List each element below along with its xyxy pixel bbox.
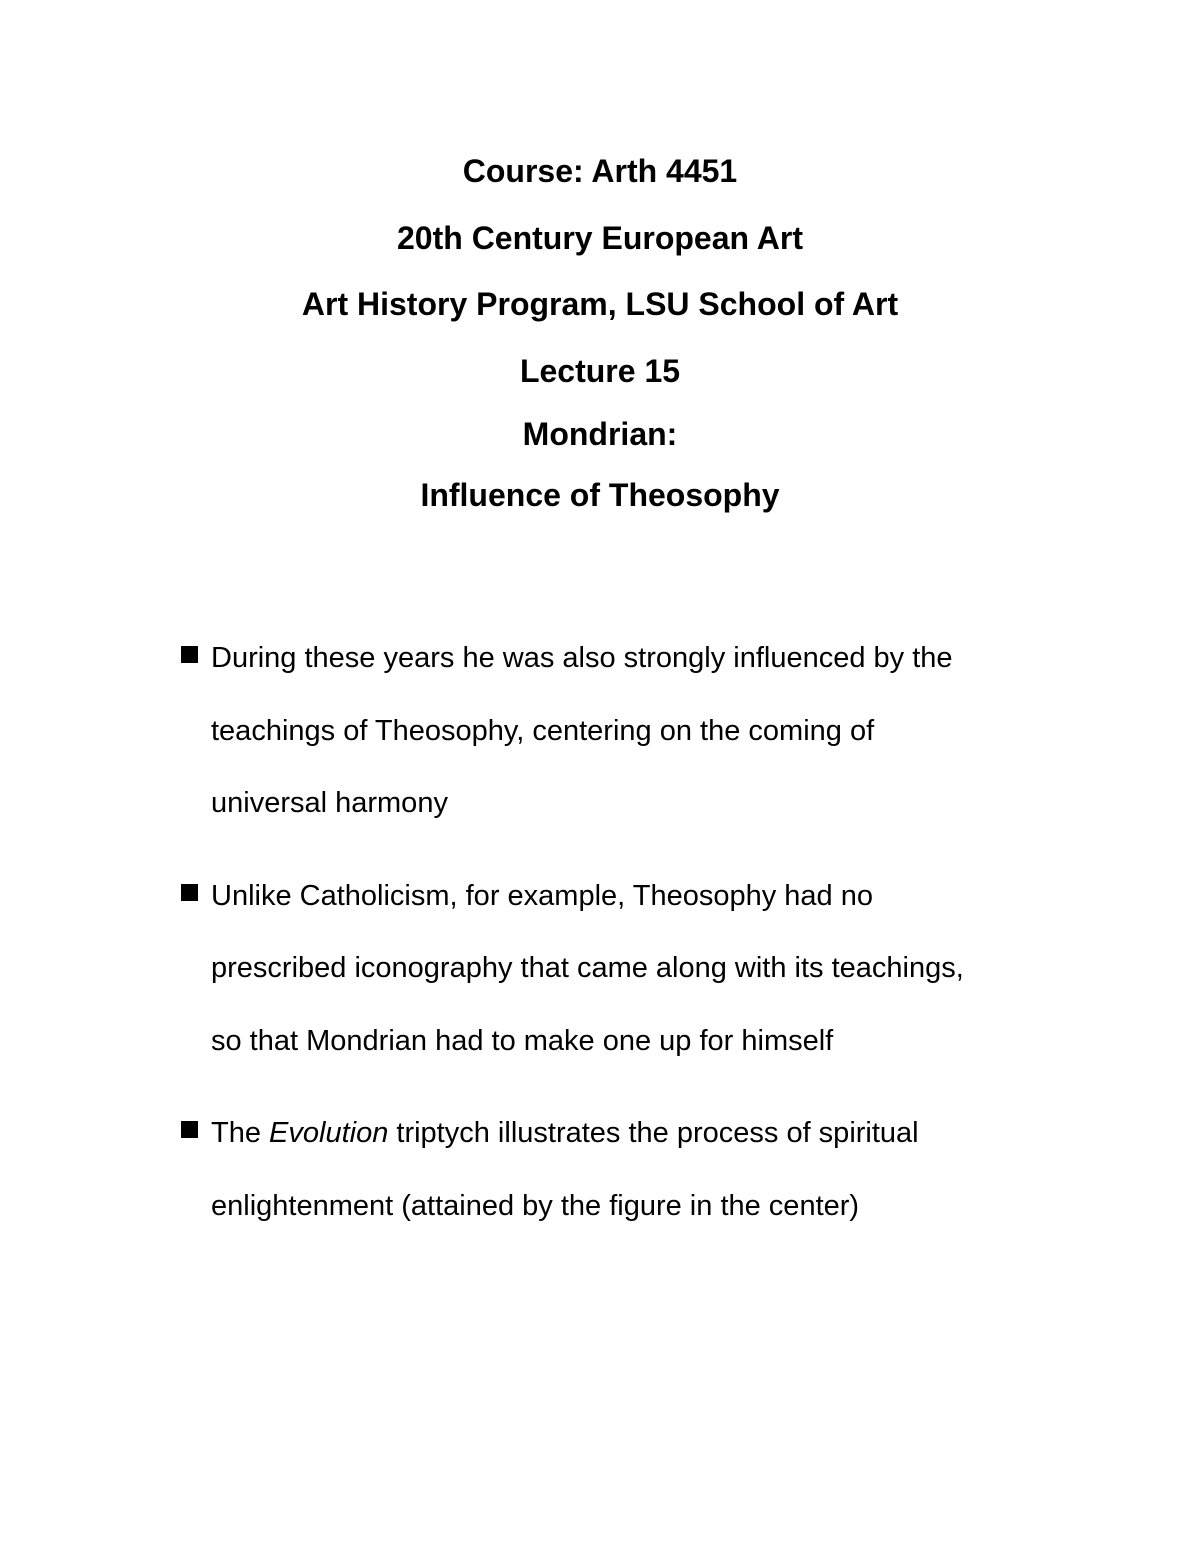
square-bullet-icon (181, 884, 198, 901)
square-bullet-icon (181, 646, 198, 663)
text-run: The (211, 1117, 270, 1149)
lecture-topic: Mondrian: (522, 416, 678, 452)
bullet-line: so that Mondrian had to make one up for himself (211, 1024, 834, 1057)
bullet-line: prescribed iconography that came along with its teachings, (211, 952, 964, 984)
lecture-number: Lecture 15 (519, 352, 681, 389)
bullet-text (211, 622, 1061, 840)
text-run: triptych illustrates the process of spiritual (388, 1117, 919, 1149)
bullet-line: universal harmony (211, 787, 448, 819)
course-code: Course: Arth 4451 (462, 153, 738, 189)
bullet-list (0, 622, 1200, 1262)
square-bullet-icon (181, 1121, 198, 1138)
bullet-line: Unlike Catholicism, for example, Theosophy had no (211, 879, 873, 912)
bullet-text (211, 1097, 1061, 1242)
lecture-subtopic: Influence of Theosophy (420, 477, 780, 513)
bullet-line: During these years he was also strongly influenced by the (211, 642, 953, 674)
artwork-title: Evolution (269, 1117, 389, 1149)
program-name: Art History Program, LSU School of Art (301, 286, 899, 322)
bullet-line: teachings of Theosophy, centering on the coming of (211, 714, 875, 747)
bullet-text (211, 860, 1061, 1078)
course-title: 20th Century European Art (397, 219, 803, 256)
lecture-heading (0, 138, 1200, 526)
bullet-item-2 (0, 860, 1200, 1078)
bullet-item-1 (0, 622, 1200, 840)
bullet-line (211, 1097, 1061, 1170)
bullet-item-3 (0, 1097, 1200, 1242)
bullet-line: enlightenment (attained by the figure in the center) (211, 1189, 860, 1222)
